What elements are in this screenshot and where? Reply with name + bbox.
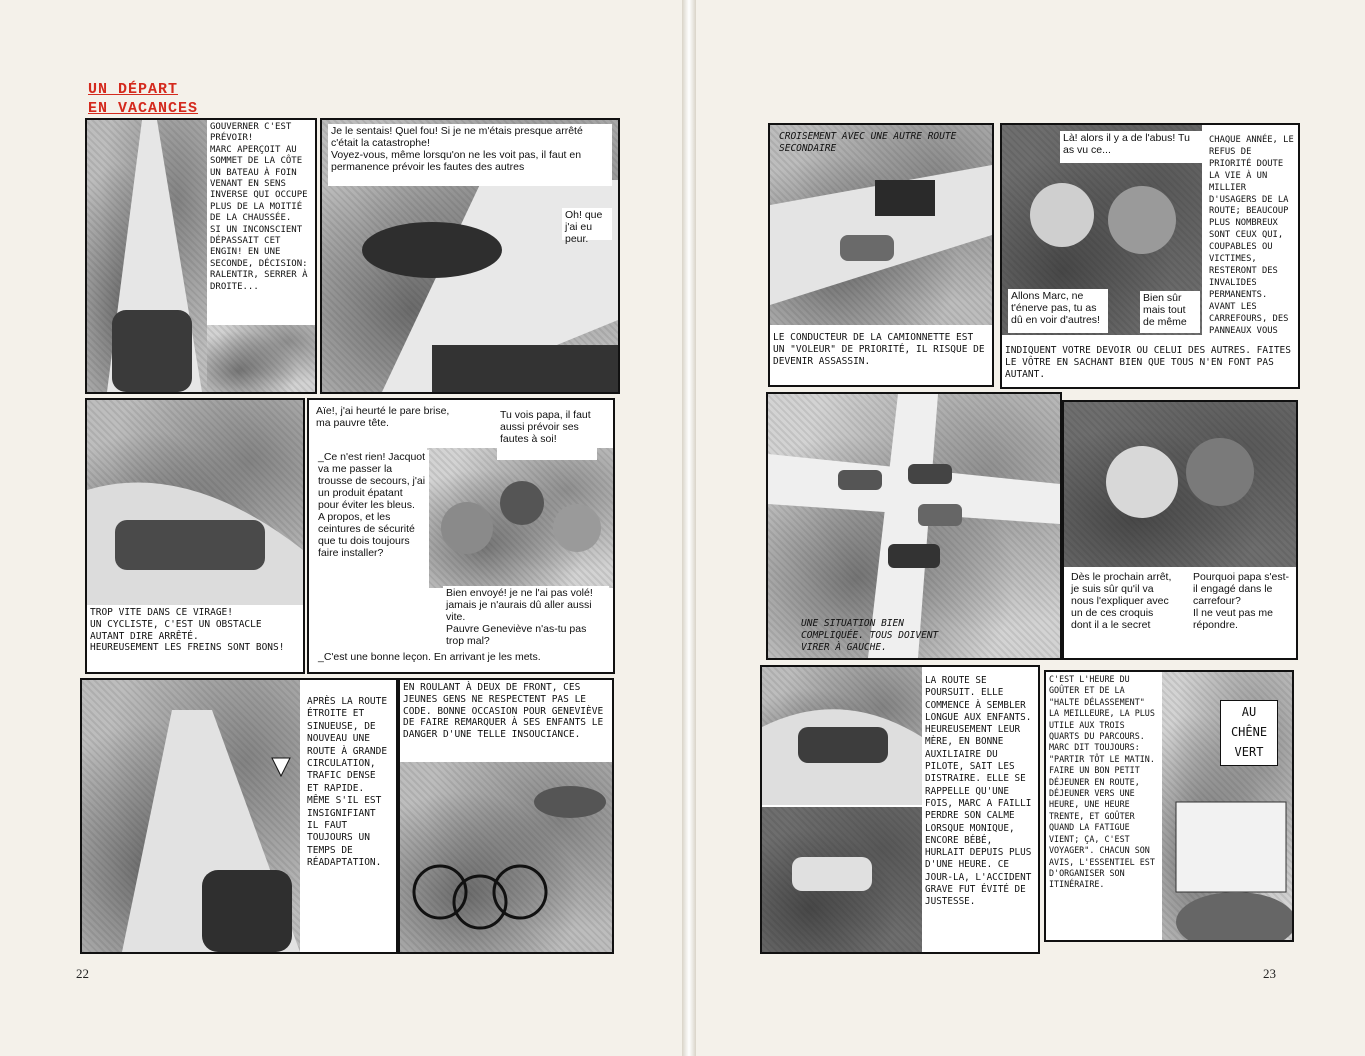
panel-8-bubble-3: Bien sûr mais tout de même [1140,291,1200,333]
illustration-car-lower [762,807,922,952]
panel-6-caption: EN ROULANT À DEUX DE FRONT, CES JEUNES GENS NE RESPECTENT PAS LE CODE. BONNE OCCASION POUR GENEVIÈVE DE FAIRE REMARQUER À SES ENFANTS LE DANGER D'UNE TELLE INSOUCIANCE. [400,680,612,762]
panel-2-near-miss [320,118,620,394]
panel-11-long-road [760,665,1040,954]
panel-8-bottom-caption: INDIQUENT VOTRE DEVOIR OU CELUI DES AUTRES. FAITES LE VÔTRE EN SACHANT BIEN QUE TOUS N'EN FONT PAS AUTANT. [1002,343,1298,387]
panel-4-bubble-3: _Ce n'est rien! Jacquot va me passer la trousse de secours, j'ai un produit épatant pour éviter les bleus. A propos, et les ceintures de sécurité que tu dois toujours faire installer? [315,450,429,628]
illustration-bicycles [400,762,612,952]
panel-8-bubble-2: Allons Marc, ne t'énerve pas, tu as dû en voir d'autres! [1008,289,1108,333]
panel-10-mother-son [1062,400,1298,660]
illustration-van-crossroad [770,125,992,325]
panel-5-caption: APRÈS LA ROUTE ÉTROITE ET SINUEUSE, DE NOUVEAU UNE ROUTE À GRANDE CIRCULATION, TRAFIC DENSE ET RAPIDE. MÊME S'IL EST INSIGNIFIANT IL FAUT TOUJOURS UN TEMPS DE RÉADAPTATION. [304,686,394,948]
illustration-family-faces [427,448,613,588]
panel-2-bubble-2: Oh! que j'ai eu peur. [562,208,612,240]
page-number-right: 23 [1263,966,1276,981]
panel-7-caption: LE CONDUCTEUR DE LA CAMIONNETTE EST UN "VOLEUR" DE PRIORITÉ, IL RISQUE DE DEVENIR ASSASSIN. [770,330,992,385]
panel-6-cyclists [398,678,614,954]
illustration-car-curve [87,400,303,605]
header-line-1: UN DÉPART [88,81,179,98]
panel-1-caption: GOUVERNER C'EST PRÉVOIR! MARC APERÇOIT AU SOMMET DE LA CÔTE UN BATEAU À FOIN VENANT EN SENS INVERSE QUI OCCUPE PLUS DE LA MOITIÉ DE LA CHAUSSÉE. SI UN INCONSCIENT DÉPASSAIT CET ENGIN! EN UNE SECONDE, DÉCISION: RALENTIR, SERRER À DROITE... [207,120,315,325]
panel-7-intersection [768,123,994,387]
illustration-mother-son [1064,402,1296,567]
panel-10-bubble-1: Dès le prochain arrêt, je suis sûr qu'il va nous l'expliquer avec un de ces croquis dont il a le secret [1068,570,1178,654]
panel-7-label: CROISEMENT AVEC UNE AUTRE ROUTE SECONDAIRE [779,131,957,154]
panel-12-caption: C'EST L'HEURE DU GOÛTER ET DE LA "HALTE DÉLASSEMENT" LA MEILLEURE, LA PLUS UTILE AUX TROIS QUARTS DU PARCOURS. MARC DIT TOUJOURS: "PARTIR TÔT LE MATIN. FAIRE UN BON PETIT DÉJEUNER EN ROUTE, DÉJEUNER VERS UNE HEURE, UNE HEURE TRENTE, ET GOÛTER QUAND LA FATIGUE VIENT; ÇA, C'EST VOYAGER". CHACUN SON AVIS, L'ESSENTIEL EST D'ORGANISER SON ITINÉRAIRE. [1046,672,1162,940]
page-number-left: 22 [76,966,89,981]
panel-2-bubble-1: Je le sentais! Quel fou! Si je ne m'étais presque arrêté c'était la catastrophe! Voyez-vous, même lorsqu'on ne les voit pas, il faut en permanence prévoir les fautes des autres [328,124,612,186]
illustration-road-hill [87,120,207,392]
panel-3-bend [85,398,305,674]
illustration-traffic-road [82,680,300,952]
inn-sign: AU CHÊNE VERT [1220,700,1278,766]
panel-11-caption: LA ROUTE SE POURSUIT. ELLE COMMENCE À SEMBLER LONGUE AUX ENFANTS. HEUREUSEMENT LEUR MÈRE, EN BONNE AUXILIAIRE DU PILOTE, SAIT LES DISTRAIRE. ELLE SE RAPPELLE QU'UNE FOIS, MARC A FAILLI PERDRE SON CALME LORSQUE MONIQUE, ENCORE BÉBÉ, HURLAIT DEPUIS PLUS D'UNE HEURE. CE JOUR-LA, L'ACCIDENT GRAVE FUT ÉVITÉ DE JUSTESSE. [922,673,1036,949]
panel-8-bubble-1: Là! alors il y a de l'abus! Tu as vu ce... [1060,131,1202,163]
panel-4-bubble-2: Tu vois papa, il faut aussi prévoir ses fautes à soi! [497,408,597,460]
panel-10-bubble-2: Pourquoi papa s'est-il engagé dans le carrefour? Il ne veut pas me répondre. [1190,570,1292,654]
panel-8-side-caption: CHAQUE ANNÉE, LE REFUS DE PRIORITÉ DOUTE LA VIE À UN MILLIER D'USAGERS DE LA ROUTE; BEAUCOUP PLUS NOMBREUX SONT CEUX QUI, COUPABLES OU VICTIMES, RESTERONT DES INVALIDES PERMANENTS. AVANT LES CARREFOURS, DES PANNEAUX VOUS [1206,133,1298,343]
right-page [696,0,1365,1056]
panel-8-couple [1000,123,1300,389]
panel-4-family [307,398,615,674]
panel-9-label: UNE SITUATION BIEN COMPLIQUÉE. TOUS DOIVENT VIRER À GAUCHE. [801,618,939,653]
book-gutter [682,0,696,1056]
panel-5-main-road [80,678,398,954]
panel-3-caption: TROP VITE DANS CE VIRAGE! UN CYCLISTE, C'EST UN OBSTACLE AUTANT DIRE ARRÊTÉ. HEUREUSEMENT LES FREINS SONT BONS! [87,605,303,672]
header-line-2: EN VACANCES [88,100,199,117]
panel-4-bubble-1: Aïe!, j'ai heurté le pare brise, ma pauvre tête. [313,404,455,438]
panel-4-bubble-5: _C'est une bonne leçon. En arrivant je les mets. [315,650,609,668]
panel-9-crossroads [766,392,1062,660]
left-page [0,0,682,1056]
panel-1-hay-truck [85,118,317,394]
illustration-car-upper [762,667,922,805]
panel-4-bubble-4: Bien envoyé! je ne l'ai pas volé! jamais je n'aurais dû aller aussi vite. Pauvre Geneviève n'as-tu pas trop mal? [443,586,609,648]
page-header [88,80,198,118]
panel-12-snack-stop [1044,670,1294,942]
